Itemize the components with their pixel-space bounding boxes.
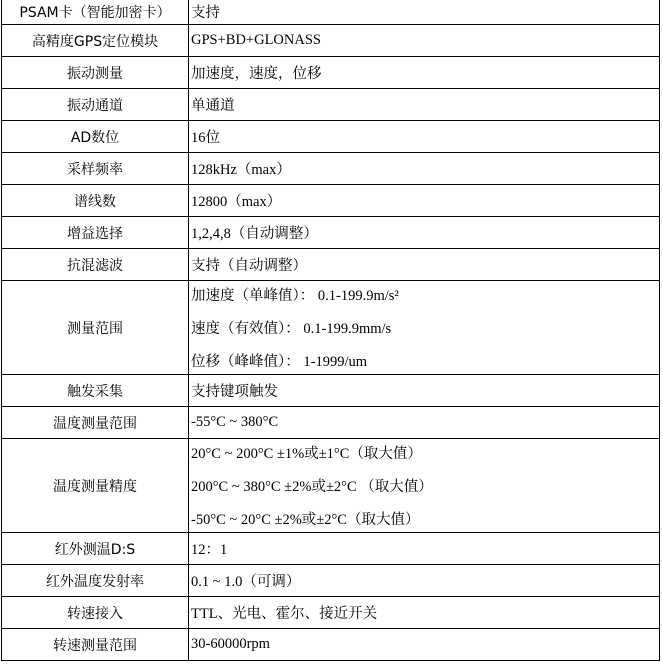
table-row	[2, 89, 660, 121]
value-line: -50°C ~ 20°C ±2%或±2°C（取大值）	[191, 512, 420, 528]
param-name: AD数位	[2, 121, 189, 153]
param-name: 温度测量精度	[2, 439, 189, 533]
param-value	[189, 89, 660, 121]
spec-table	[1, 0, 660, 661]
param-value	[189, 597, 660, 629]
value-line: GPS+BD+GLONASS	[191, 32, 321, 48]
param-name: 振动测量	[2, 57, 189, 89]
value-line: 12800（max）	[191, 194, 282, 210]
param-value	[189, 0, 660, 25]
value-line: 200°C ~ 380°C ±2%或±2°C （取大值）	[191, 479, 433, 495]
param-name: 振动通道	[2, 89, 189, 121]
param-value	[189, 185, 660, 217]
param-name: 温度测量范围	[2, 407, 189, 439]
param-value	[189, 375, 660, 407]
table-row	[2, 565, 660, 597]
value-line: 20°C ~ 200°C ±1%或±1°C（取大值）	[191, 446, 422, 462]
spec-table-body	[2, 0, 660, 661]
param-value	[189, 121, 660, 153]
table-row	[2, 597, 660, 629]
param-name: 抗混滤波	[2, 249, 189, 281]
param-value	[189, 533, 660, 565]
param-name: 采样频率	[2, 153, 189, 185]
value-line: -55°C ~ 380°C	[191, 414, 279, 430]
value-line: 16位	[191, 130, 220, 146]
table-row	[2, 185, 660, 217]
param-value	[189, 629, 660, 661]
table-row	[2, 375, 660, 407]
table-row	[2, 121, 660, 153]
value-line: 128kHz（max）	[191, 162, 291, 178]
table-row	[2, 629, 660, 661]
param-name: 增益选择	[2, 217, 189, 249]
param-name: 转速接入	[2, 597, 189, 629]
table-row	[2, 407, 660, 439]
table-row	[2, 533, 660, 565]
table-row	[2, 0, 660, 25]
table-row	[2, 439, 660, 533]
param-value	[189, 153, 660, 185]
param-name: 红外测温D:S	[2, 533, 189, 565]
value-line: 1,2,4,8（自动调整）	[191, 226, 318, 242]
param-name: 谱线数	[2, 185, 189, 217]
param-value	[189, 439, 660, 533]
param-value	[189, 217, 660, 249]
param-name: 转速测量范围	[2, 629, 189, 661]
value-line: 支持	[191, 5, 220, 21]
table-row	[2, 281, 660, 375]
value-line: 位移（峰峰值）： 1-1999/um	[191, 354, 368, 370]
param-value	[189, 249, 660, 281]
value-line: 加速度，速度，位移	[191, 66, 322, 82]
param-name: 高精度GPS定位模块	[2, 25, 189, 57]
param-value	[189, 281, 660, 375]
value-line: 12：1	[191, 542, 228, 558]
value-line: 0.1 ~ 1.0（可调）	[191, 574, 301, 590]
value-line: 速度（有效值）： 0.1-199.9mm/s	[191, 321, 392, 337]
table-row	[2, 217, 660, 249]
param-name: PSAM卡（智能加密卡）	[2, 0, 189, 25]
table-row	[2, 249, 660, 281]
value-line: 支持键项触发	[191, 384, 278, 400]
param-value	[189, 25, 660, 57]
value-line: TTL、光电、霍尔、接近开关	[191, 606, 378, 622]
value-line: 支持（自动调整）	[191, 258, 307, 274]
param-value	[189, 565, 660, 597]
param-name: 红外温度发射率	[2, 565, 189, 597]
param-name: 触发采集	[2, 375, 189, 407]
param-value	[189, 57, 660, 89]
value-line: 加速度（单峰值）： 0.1-199.9m/s²	[191, 288, 399, 304]
table-row	[2, 153, 660, 185]
table-row	[2, 25, 660, 57]
table-row	[2, 57, 660, 89]
param-value	[189, 407, 660, 439]
param-name: 测量范围	[2, 281, 189, 375]
value-line: 30-60000rpm	[191, 636, 270, 652]
value-line: 单通道	[191, 98, 235, 114]
